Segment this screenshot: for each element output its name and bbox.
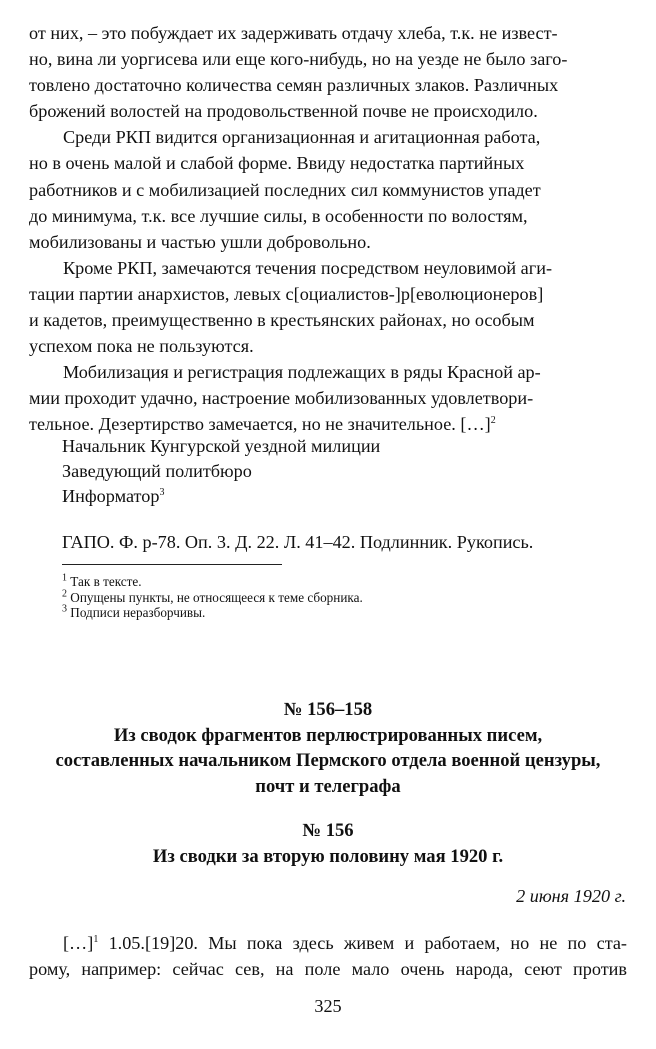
footnote (62, 590, 363, 606)
footnote-number: 2 (62, 588, 67, 600)
paragraph-5 (29, 930, 627, 982)
footnote (62, 574, 363, 590)
section-number: № 156–158 (283, 699, 373, 720)
text-line: до минимума, т.к. все лучшие силы, в особенности по волостям, (29, 205, 528, 226)
text-line: но, вина ли уоргисева или еще кого-нибудь, но на уезде не было заго- (29, 49, 568, 70)
footnotes (62, 574, 363, 621)
text-fragment: 1.05.[19]20. Мы пока здесь живем и работаем, но не по ста- (98, 933, 627, 953)
signature-text: Начальник Кунгурской уездной милиции (62, 436, 381, 456)
text-line: рому, например: сейчас сев, на поле мало очень народа, сеют против (29, 959, 627, 980)
text-line: работников и с мобилизацией последних сил коммунистов упадет (29, 179, 541, 200)
paragraph-4 (29, 359, 627, 437)
signature-text: Информатор (62, 486, 160, 506)
document-number: № 156 (302, 820, 354, 841)
text-line: успехом пока не пользуются. (29, 336, 254, 357)
signature-line (62, 434, 380, 459)
signature-line (62, 484, 380, 509)
text-line: брожений волостей на продовольственной почве не происходило. (29, 101, 538, 122)
text-line: тации партии анархистов, левых с[оциалистов-]р[еволюционеров] (29, 283, 544, 304)
page-number: 325 (314, 996, 342, 1016)
footnote-marker: 3 (159, 486, 165, 498)
omission-mark: […] (63, 933, 94, 953)
signature-text: Заведующий политбюро (62, 461, 252, 481)
document-heading (0, 818, 656, 869)
footnote-number: 3 (62, 603, 67, 615)
paragraph-1 (29, 20, 627, 124)
footnote-marker: 1 (93, 933, 99, 945)
paragraph-2 (29, 124, 627, 254)
archive-reference: ГАПО. Ф. р-78. Оп. 3. Д. 22. Л. 41–42. Подлинник. Рукопись. (62, 532, 534, 552)
body-text-bottom (29, 930, 627, 982)
footnote-marker: 2 (490, 415, 496, 427)
text-line: но в очень малой и слабой форме. Ввиду недостатка партийных (29, 153, 525, 174)
text-line: Среди РКП видится организационная и агитационная работа, (63, 127, 541, 148)
signature-block (62, 434, 380, 509)
text-line: Кроме РКП, замечаются течения посредством неуловимой аги- (63, 257, 553, 278)
section-title-line: Из сводок фрагментов перлюстрированных писем, (113, 724, 543, 746)
signature-line (62, 459, 380, 484)
text-line: от них, – это побуждает их задерживать отдачу хлеба, т.к. не извест- (29, 23, 558, 43)
text-line: тельное. Дезертирство замечается, но не значительное. […] (29, 414, 491, 435)
body-text-top (29, 20, 627, 438)
text-line: мии проходит удачно, настроение мобилизованных удовлетвори- (29, 388, 534, 409)
text-line: и кадетов, преимущественно в крестьянских районах, но особым (29, 310, 535, 331)
document-title: Из сводки за вторую половину мая 1920 г. (152, 845, 504, 867)
footnote-text: Опущены пункты, не относящееся к теме сборника. (70, 589, 363, 605)
section-heading (0, 697, 656, 799)
text-line: товлено достаточно количества семян различных злаков. Различных (29, 75, 559, 96)
footnote (62, 605, 363, 621)
text-line (63, 933, 627, 953)
document-date: 2 июня 1920 г. (516, 886, 626, 906)
footnote-text: Подписи неразборчивы. (70, 605, 206, 620)
paragraph-3 (29, 255, 627, 359)
section-title-line: составленных начальником Пермского отдела военной цензуры, (55, 750, 601, 772)
footnote-number: 1 (62, 572, 67, 584)
footnote-text: Так в тексте. (70, 574, 142, 589)
section-title-line: почт и телеграфа (255, 775, 401, 797)
text-line: Мобилизация и регистрация подлежащих в ряды Красной ар- (63, 362, 541, 383)
text-line: мобилизованы и частью ушли добровольно. (29, 231, 371, 252)
footnote-divider (62, 564, 282, 565)
